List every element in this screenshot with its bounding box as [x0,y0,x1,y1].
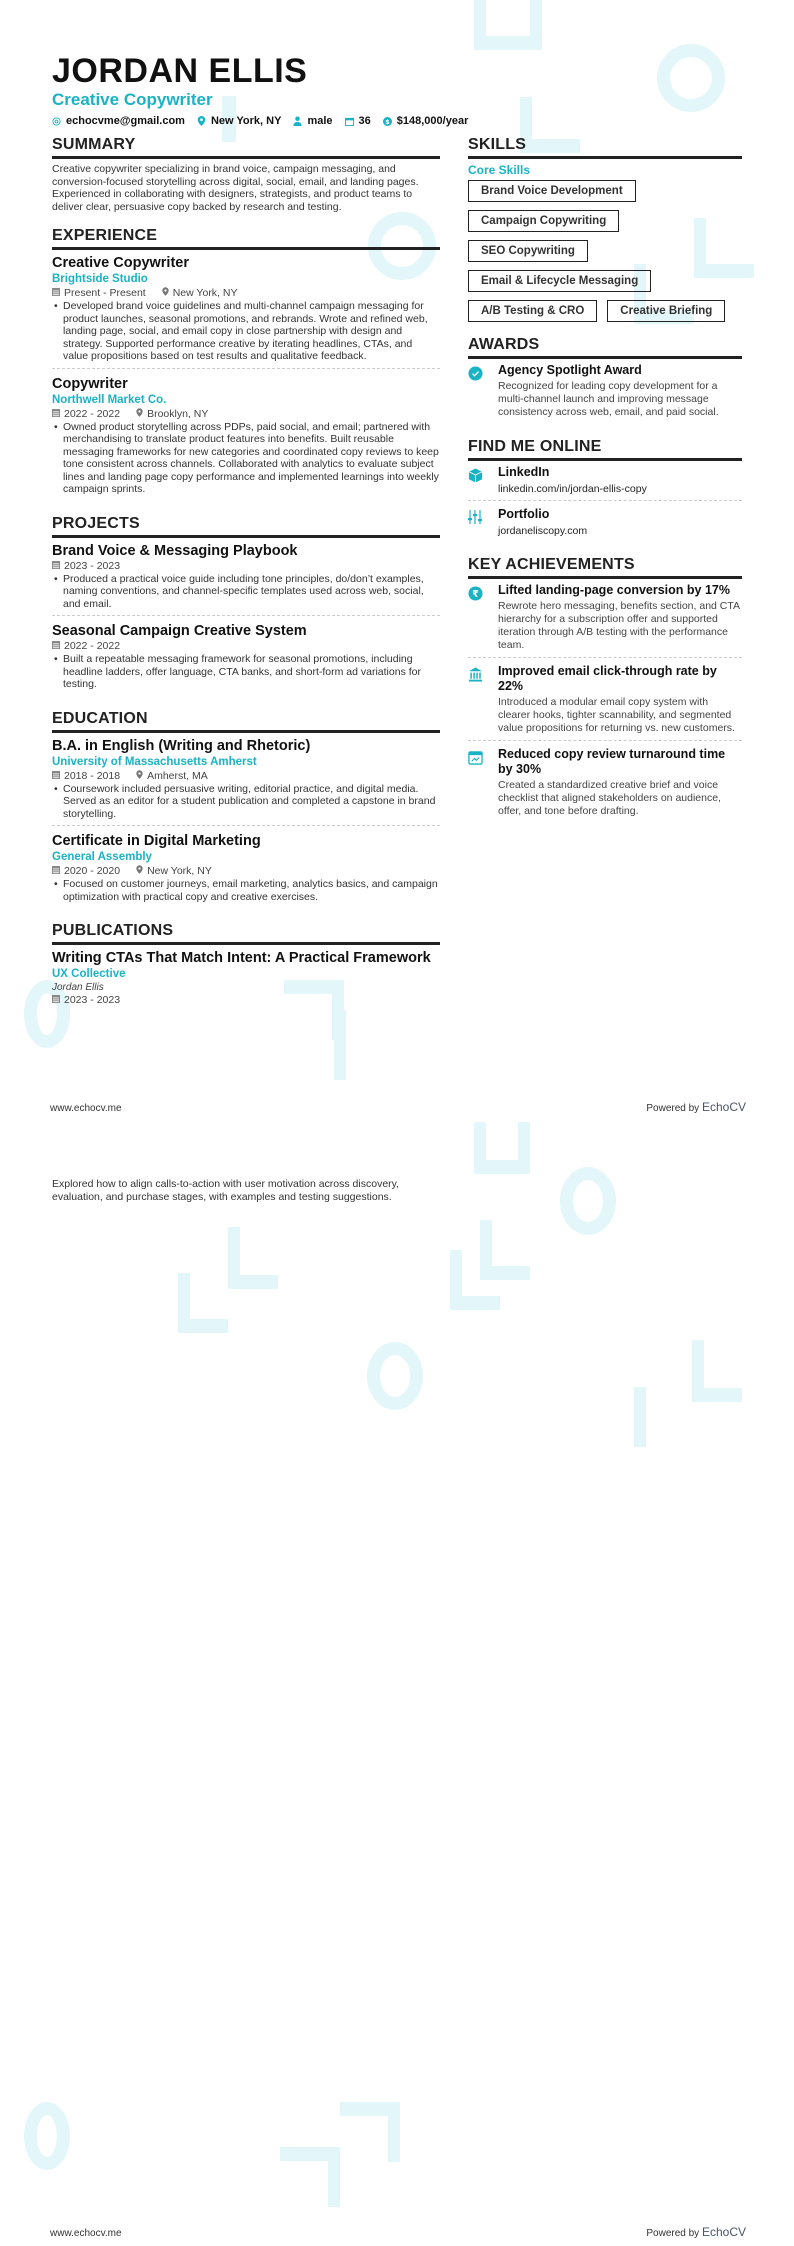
sliders-icon [468,507,484,537]
person-icon [293,117,302,126]
resume-header [52,52,752,127]
decor-ring [24,2102,70,2170]
achievement-description: Rewrote hero messaging, benefits section, and CTA hierarchy for a subscription offer and supported iteration through A/B testing with the performance team. [498,600,740,651]
job-dates: 2022 - 2022 [64,407,121,420]
education-dates: 2020 - 2020 [64,865,121,877]
svg-text:₹: ₹ [472,588,479,600]
candidate-title: Creative Copywriter [52,90,213,109]
entry-meta [52,408,440,421]
awards-heading: AWARDS [468,336,742,359]
decor-ring [367,1342,423,1410]
project-bullet: • Built a repeatable messaging framework for seasonal promotions, including headline ladders, offer language, CTA banks, and short-form ad variations for testing. [54,653,421,690]
skills-heading: SKILLS [468,136,742,159]
entry-meta [52,865,440,878]
award-title: Agency Spotlight Award [498,363,642,377]
location-pin-icon [197,117,206,126]
decor-u-shape [474,0,542,50]
skill-chip: SEO Copywriting [468,240,588,262]
summary-section [52,136,440,213]
online-title: LinkedIn [498,465,550,479]
location-pin-icon [136,865,143,878]
entry-meta [52,640,440,653]
experience-section [52,227,440,501]
skill-chip: Campaign Copywriting [468,210,619,232]
job-bullet: • Owned product storytelling across PDPs, paid social, and email; partnered with merchandising to translate product features into benefits. Built reusable messaging frameworks for new categories and coordinated copy reviews to keep tone consistent across channels. Collaborated with analytics to evaluate subject lines and landing page copy performance and implemented learnings into weekly campaign sprints. [54,420,439,495]
decor-u-shape [474,1122,530,1174]
summary-heading: SUMMARY [52,136,440,159]
decor-corner-shape [340,2102,400,2162]
achievement-title: Reduced copy review turnaround time by 30% [498,747,726,776]
achievement-item [468,664,742,741]
decor-corner-shape [280,2147,340,2207]
projects-heading: PROJECTS [52,515,440,538]
skill-chip: Email & Lifecycle Messaging [468,270,651,292]
publication-author: Jordan Ellis [52,982,104,993]
award-item [468,363,742,424]
contact-age-value: 36 [358,115,371,127]
experience-entry [52,375,440,501]
skills-subheading: Core Skills [468,163,531,177]
education-entry [52,832,440,908]
degree-title: Certificate in Digital Marketing [52,833,261,849]
online-heading: FIND ME ONLINE [468,438,742,461]
contact-row [52,115,752,127]
contact-gender [293,115,332,127]
publication-description: Explored how to align calls-to-action with user motivation across discovery, evaluation, and purchase stages, with examples and testing suggestions. [52,1178,400,1203]
project-entry [52,542,440,617]
entry-meta [52,770,440,783]
calendar-icon [52,287,60,300]
education-bullet: • Coursework included persuasive writing, editorial practice, and digital media. Served as an editor for a student publication and completed a capstone in brand storytelling. [54,782,436,820]
experience-heading: EXPERIENCE [52,227,440,250]
achievement-item [468,747,742,823]
location-pin-icon [136,770,143,783]
echocv-brand[interactable]: EchoCV [701,1100,746,1114]
education-location: New York, NY [147,865,212,877]
job-location: New York, NY [172,287,238,299]
job-title: Copywriter [52,375,128,392]
check-badge-icon [468,363,484,419]
calendar-icon [52,994,60,1007]
publication-dates: 2023 - 2023 [64,994,121,1006]
online-item-linkedin[interactable] [468,465,742,501]
school-name: General Assembly [52,851,152,863]
online-section [468,438,742,542]
achievements-section [468,556,742,823]
publication-entry [52,949,440,1007]
skill-chip: A/B Testing & CRO [468,300,597,322]
at-icon [52,117,61,126]
job-location: Brooklyn, NY [147,407,209,420]
contact-email[interactable] [52,115,185,127]
right-column [468,136,742,837]
skill-chip: Brand Voice Development [468,180,636,202]
footer-website[interactable]: www.echocv.me [50,1103,122,1114]
projects-section [52,515,440,696]
project-title: Brand Voice & Messaging Playbook [52,542,298,559]
footer-website[interactable]: www.echocv.me [50,2228,122,2239]
decor-ring [560,1167,616,1235]
education-section [52,710,440,909]
skills-section [468,136,742,322]
achievement-description: Introduced a modular email copy system with clearer hooks, tighter scannability, and segmented value propositions for returning vs. new customers. [498,696,735,734]
education-bullet: • Focused on customer journeys, email marketing, analytics basics, and campaign optimization with practical copy and creative exercises. [54,878,438,903]
degree-title: B.A. in English (Writing and Rhetoric) [52,737,311,754]
skills-chip-list [468,180,742,322]
achievement-title: Lifted landing-page conversion by 17% [498,583,730,597]
calendar-icon [52,408,60,421]
calendar-icon [52,640,60,653]
echocv-brand[interactable]: EchoCV [701,2225,746,2239]
portfolio-link[interactable]: jordaneliscopy.com [498,525,588,537]
education-heading: EDUCATION [52,710,440,733]
linkedin-link[interactable]: linkedin.com/in/jordan-ellis-copy [498,483,647,495]
svg-text:$: $ [385,118,390,126]
footer-powered-by: Powered by EchoCV [646,2225,746,2239]
rupee-coin-icon [468,583,484,652]
project-entry [52,622,440,696]
publications-section [52,922,440,1007]
project-dates: 2022 - 2022 [64,640,121,652]
entry-meta [52,287,440,300]
achievements-heading: KEY ACHIEVEMENTS [468,556,742,579]
company-name: Northwell Market Co. [52,393,167,406]
contact-salary [383,115,469,127]
entry-meta [52,994,440,1007]
candidate-name: JORDAN ELLIS [52,52,308,90]
calendar-chart-icon [468,747,484,818]
calendar-icon [52,770,60,783]
publisher-name: UX Collective [52,968,126,980]
calendar-icon [52,865,60,878]
project-title: Seasonal Campaign Creative System [52,623,307,639]
contact-email-value: echocvme@gmail.com [66,115,185,127]
contact-age [345,115,371,127]
job-dates: Present - Present [64,287,146,299]
decor-bar [634,1387,646,1447]
summary-text: Creative copywriter specializing in brand voice, campaign messaging, and conversion-focused storytelling across digital, social, email, and landing pages. Experienced in collaborating with designers, strategists, and product teams to deliver clear, persuasive copy backed by research and testing. [52,163,419,213]
contact-salary-value: $148,000/year [396,115,469,127]
project-dates: 2023 - 2023 [64,559,121,572]
achievement-title: Improved email click-through rate by 22% [498,664,717,693]
decor-l-shape [228,1227,278,1289]
publications-heading: PUBLICATIONS [52,922,440,945]
dollar-coin-icon [383,117,392,126]
publication-title: Writing CTAs That Match Intent: A Practical Framework [52,950,431,966]
award-description: Recognized for leading copy development for a multi-channel launch and improving message consistency across web, email, and paid social. [498,380,719,418]
company-name: Brightside Studio [52,273,148,285]
contact-location [197,115,282,127]
contact-gender-value: male [307,115,333,127]
calendar-icon [345,117,354,126]
education-location: Amherst, MA [147,769,208,782]
school-name: University of Massachusetts Amherst [52,755,257,768]
decor-l-shape [450,1250,500,1310]
decor-l-shape [178,1273,228,1333]
bank-icon [468,664,484,735]
calendar-icon [52,560,60,573]
location-pin-icon [162,287,169,300]
cube-icon [468,465,484,495]
location-pin-icon [136,408,143,421]
decor-l-shape [692,1340,742,1402]
achievement-description: Created a standardized creative brief and voice checklist that aligned stakeholders on audience, offer, and tone before drafting. [498,779,721,817]
awards-section [468,336,742,424]
job-bullet: • Developed brand voice guidelines and multi-channel campaign messaging for product launches, seasonal promotions, and rebrands. Wrote and refined web, landing page, social, and email copy in close partnership with design and strategy. Supported performance creative by iterating headlines, CTAs, and value propositions based on test results and qualitative feedback. [54,300,428,362]
project-bullet: • Produced a practical voice guide including tone principles, do/don’t examples, naming conventions, and channel-specific templates used across web, social, and email. [54,572,424,610]
achievement-item [468,583,742,658]
education-entry [52,737,440,827]
job-title: Creative Copywriter [52,255,189,271]
left-column [52,136,440,1021]
online-title: Portfolio [498,507,550,521]
contact-location-value: New York, NY [210,115,282,127]
online-item-portfolio[interactable] [468,507,742,542]
entry-meta [52,560,440,573]
experience-entry [52,254,440,369]
skill-chip: Creative Briefing [607,300,725,322]
footer-powered-by: Powered by EchoCV [646,1100,746,1114]
education-dates: 2018 - 2018 [64,769,121,782]
